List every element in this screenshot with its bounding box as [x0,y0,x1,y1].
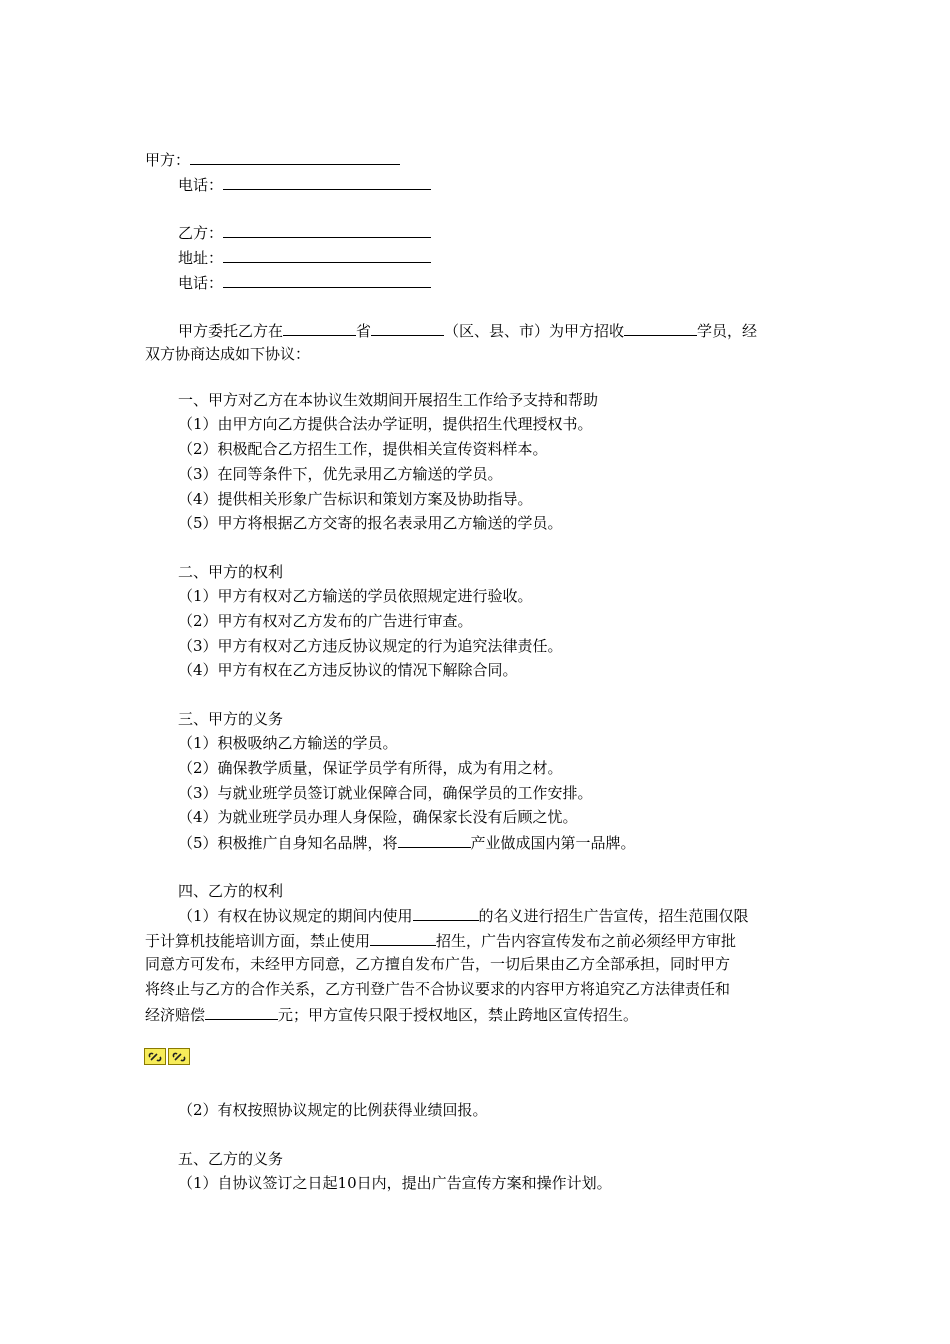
section-2-item: （1）甲方有权对乙方输送的学员依照规定进行验收。 [178,587,533,605]
section-1-item: （4）提供相关形象广告标识和策划方案及协助指导。 [178,490,533,508]
party-a-blank[interactable] [190,147,400,165]
section-3-item-5-text-b: 产业做成国内第一品牌。 [470,834,636,852]
party-b-label: 乙方： [178,224,224,242]
section-4-title: 四、乙方的权利 [178,882,284,900]
section-2-title: 二、甲方的权利 [178,563,284,581]
intro-text-d: 学员，经 [697,322,758,340]
link-icon[interactable] [168,1048,190,1065]
party-b-phone-line [178,270,431,295]
section-1-item: （1）由甲方向乙方提供合法办学证明，提供招生代理授权书。 [178,415,593,433]
section-4-text: 招生，广告内容宣传发布之前必须经甲方审批 [436,932,737,950]
party-b-address-blank[interactable] [223,245,431,263]
section-5-title: 五、乙方的义务 [178,1150,284,1168]
section-4-text: 于计算机技能培训方面，禁止使用 [145,932,371,950]
intro-line-1 [178,318,757,343]
section-2-item: （2）甲方有权对乙方发布的广告进行审查。 [178,612,473,630]
section-1-item: （5）甲方将根据乙方交寄的报名表录用乙方输送的学员。 [178,514,563,532]
intro-text-c: （区、县、市）为甲方招收 [444,322,625,340]
section-2-item: （3）甲方有权对乙方违反协议规定的行为追究法律责任。 [178,637,563,655]
section-4-text: 元；甲方宣传只限于授权地区，禁止跨地区宣传招生。 [278,1006,639,1024]
section-3-item: （4）为就业班学员办理人身保险，确保家长没有后顾之忧。 [178,808,578,826]
section-4-para-line-3: 同意方可发布，未经甲方同意，乙方擅自发布广告，一切后果由乙方全部承担，同时甲方 [145,955,731,973]
section-4-para-line-5 [145,1002,638,1027]
intro-text-b: 省 [356,322,372,340]
party-b-line [178,220,431,245]
province-blank[interactable] [283,318,356,336]
party-a-line [145,147,400,172]
embedded-object-icons [144,1048,192,1066]
section-3-item-5-text-a: （5）积极推广自身知名品牌，将 [178,834,398,852]
intro-text-a: 甲方委托乙方在 [178,322,284,340]
district-blank[interactable] [371,318,444,336]
section-1-title: 一、甲方对乙方在本协议生效期间开展招生工作给予支持和帮助 [178,391,599,409]
section-3-item: （2）确保教学质量，保证学员学有所得，成为有用之材。 [178,759,563,777]
section-3-item: （3）与就业班学员签订就业保障合同，确保学员的工作安排。 [178,784,593,802]
section-4-item-2: （2）有权按照协议规定的比例获得业绩回报。 [178,1101,488,1119]
section-3-item: （1）积极吸纳乙方输送的学员。 [178,734,398,752]
student-type-blank[interactable] [624,318,697,336]
link-icon[interactable] [144,1048,166,1065]
party-a-phone-blank[interactable] [223,172,431,190]
compensation-blank[interactable] [205,1002,278,1020]
name-blank[interactable] [413,903,479,921]
section-4-text: 的名义进行招生广告宣传，招生范围仅限 [478,907,749,925]
section-4-text: （1）有权在协议规定的期间内使用 [178,907,413,925]
section-1-item: （2）积极配合乙方招生工作，提供相关宣传资料样本。 [178,440,548,458]
prohibited-name-blank[interactable] [370,928,436,946]
intro-line-2: 双方协商达成如下协议： [145,345,311,363]
party-b-address-label: 地址： [178,249,224,267]
party-b-address-line [178,245,431,270]
section-5-item: （1）自协议签订之日起10日内，提出广告宣传方案和操作计划。 [178,1174,612,1192]
section-4-para-line-1 [178,903,749,928]
party-b-blank[interactable] [223,220,431,238]
section-2-item: （4）甲方有权在乙方违反协议的情况下解除合同。 [178,661,518,679]
section-4-text: 经济赔偿 [145,1006,206,1024]
section-3-title: 三、甲方的义务 [178,710,284,728]
section-4-para-line-2 [145,928,736,953]
party-a-phone-line [178,172,431,197]
party-a-phone-label: 电话： [178,176,224,194]
section-4-para-line-4: 将终止与乙方的合作关系，乙方刊登广告不合协议要求的内容甲方将追究乙方法律责任和 [145,980,731,998]
party-a-label: 甲方： [145,151,191,169]
industry-blank[interactable] [398,830,471,848]
section-1-item: （3）在同等条件下，优先录用乙方输送的学员。 [178,465,503,483]
party-b-phone-label: 电话： [178,274,224,292]
party-b-phone-blank[interactable] [223,270,431,288]
section-3-item-5 [178,830,636,855]
